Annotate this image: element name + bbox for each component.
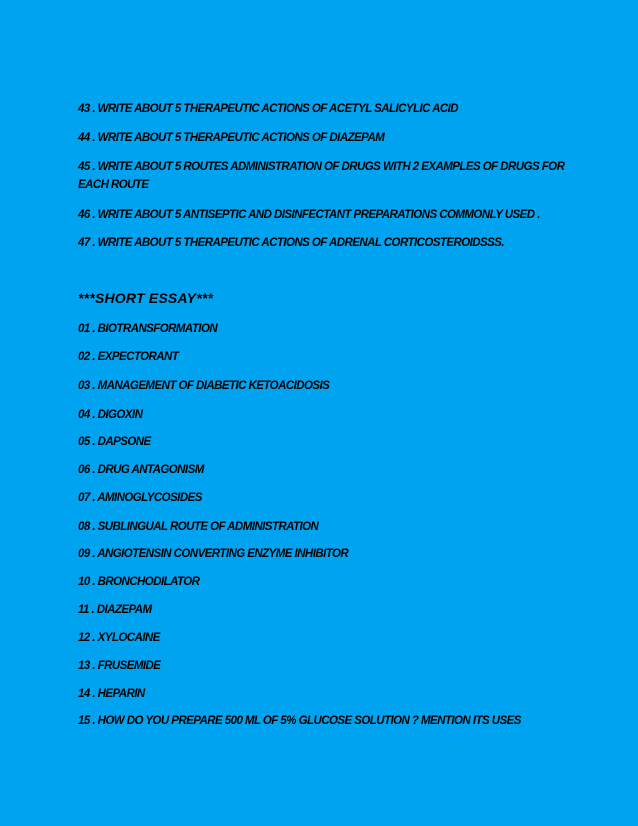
short-essay-item: 15 . HOW DO YOU PREPARE 500 ML OF 5% GLUCOSE SOLUTION ? MENTION ITS USES (78, 715, 521, 727)
short-essay-item: 06 . DRUG ANTAGONISM (78, 464, 204, 476)
short-essay-item: 07 . AMINOGLYCOSIDES (78, 492, 202, 504)
long-essay-item: 43 . WRITE ABOUT 5 THERAPEUTIC ACTIONS OF ACETYL SALICYLIC ACID (78, 103, 459, 115)
short-essay-item: 05 . DAPSONE (78, 436, 151, 448)
short-essay-item: 13 . FRUSEMIDE (78, 660, 161, 672)
short-essay-item: 03 . MANAGEMENT OF DIABETIC KETOACIDOSIS (78, 380, 330, 392)
long-essay-item: 45 . WRITE ABOUT 5 ROUTES ADMINISTRATION OF DRUGS WITH 2 EXAMPLES OF DRUGS FOR EACH ROUTE (78, 161, 565, 191)
long-essay-item: 46 . WRITE ABOUT 5 ANTISEPTIC AND DISINFECTANT PREPARATIONS COMMONLY USED . (78, 209, 540, 221)
short-essay-item: 12 . XYLOCAINE (78, 632, 160, 644)
short-essay-heading: ***SHORT ESSAY*** (78, 290, 214, 306)
long-essay-item: 44 . WRITE ABOUT 5 THERAPEUTIC ACTIONS OF DIAZEPAM (78, 132, 385, 144)
short-essay-item: 09 . ANGIOTENSIN CONVERTING ENZYME INHIBITOR (78, 548, 349, 560)
short-essay-item: 04 . DIGOXIN (78, 409, 143, 421)
short-essay-item: 10 . BRONCHODILATOR (78, 576, 200, 588)
short-essay-item: 02 . EXPECTORANT (78, 351, 179, 363)
short-essay-item: 14 . HEPARIN (78, 688, 145, 700)
long-essay-item: 47 . WRITE ABOUT 5 THERAPEUTIC ACTIONS OF ADRENAL CORTICOSTEROIDSSS. (78, 237, 505, 249)
short-essay-item: 11 . DIAZEPAM (78, 604, 152, 616)
short-essay-item: 01 . BIOTRANSFORMATION (78, 323, 218, 335)
short-essay-item: 08 . SUBLINGUAL ROUTE OF ADMINISTRATION (78, 521, 319, 533)
